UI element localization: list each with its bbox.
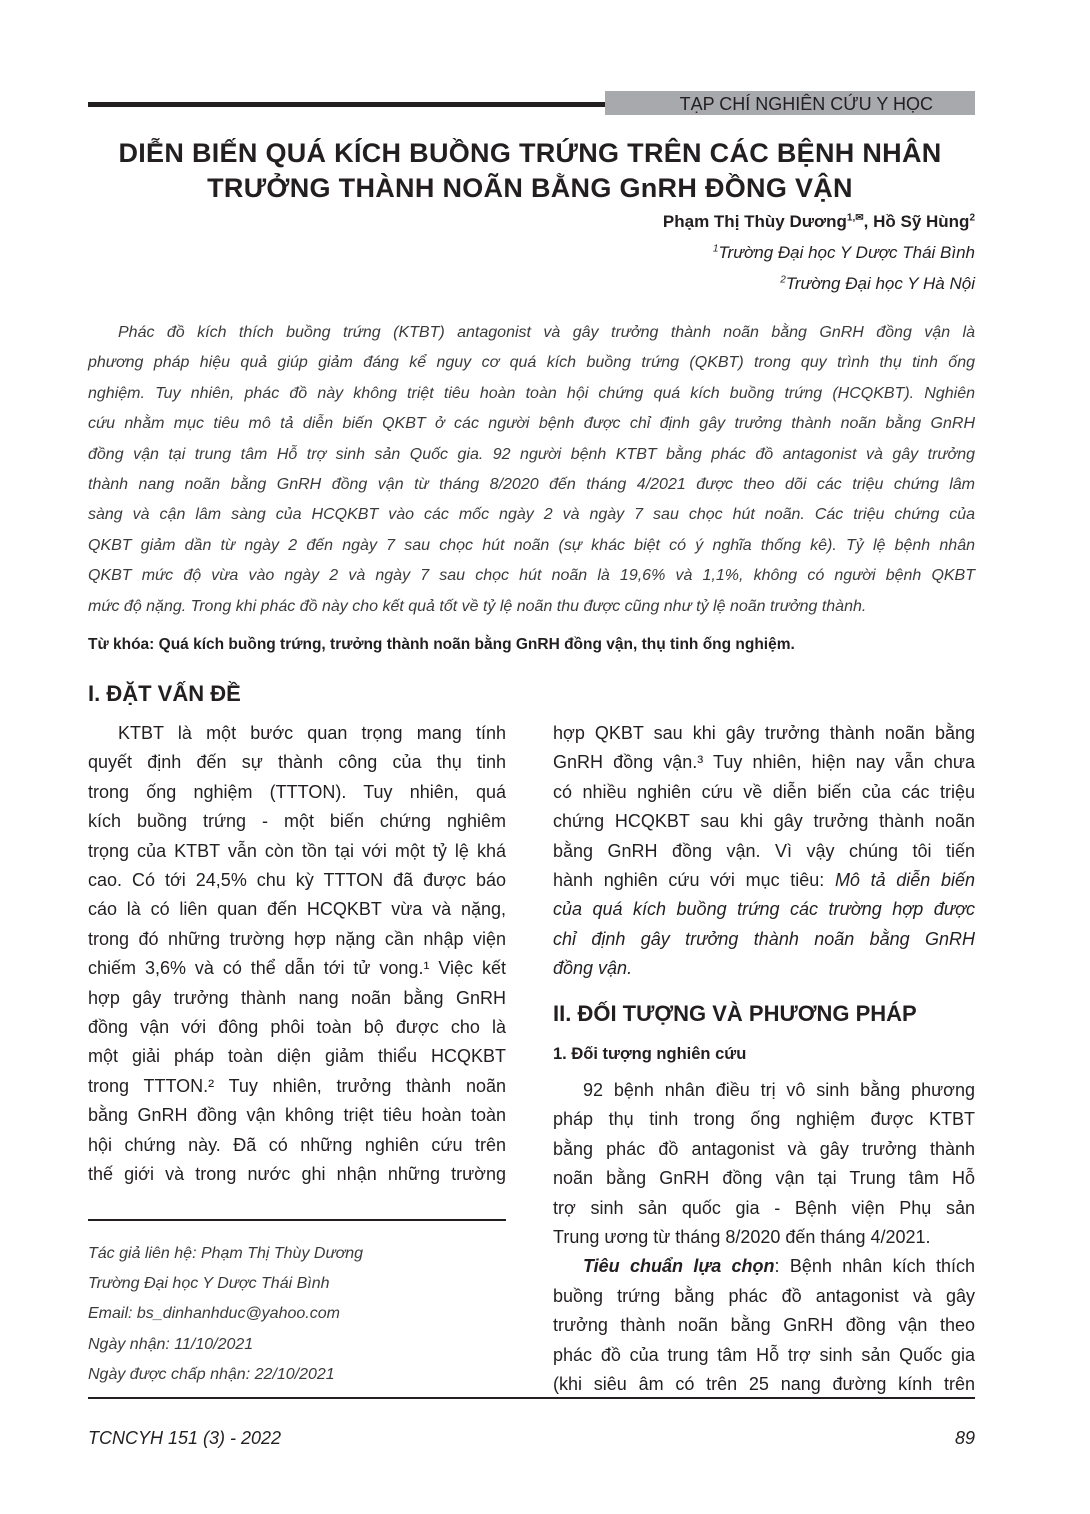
body-line: hợp gây trưởng thành nang noãn bằng GnRH [88,987,506,1008]
author-1: Phạm Thị Thùy Dương [662,212,847,231]
body-line: trong TTTON.² Tuy nhiên, trưởng thành noãn [88,1075,506,1096]
article-title-line-1: DIỄN BIẾN QUÁ KÍCH BUỒNG TRỨNG TRÊN CÁC BỆNH NHÂN [118,138,942,168]
body-line [553,925,975,954]
body-line [553,954,975,983]
author-2-sup: 2 [969,212,975,224]
body-line: quyết định đến sự thành công của thụ tinh [88,752,506,773]
body-line: (khi siêu âm có trên 25 nang đường kính trên [553,1374,975,1395]
body-line: noãn bằng GnRH đồng vận tại Trung tâm Hỗ [553,1168,975,1189]
body-line: kích buồng trứng - một biến chứng nghiêm [88,811,506,832]
authors [663,212,975,232]
body-line: bằng GnRH đồng vận không triệt tiêu hoàn toàn [88,1105,506,1126]
section-2-body [553,1076,975,1399]
body-line [553,1252,975,1281]
keywords: Từ khóa: Quá kích buồng trứng, trưởng thành noãn bằng GnRH đồng vận, thụ tinh ống nghiệm. [88,636,795,653]
body-line: chứng HCQKBT sau khi gây trưởng thành noãn [553,811,975,832]
footer-page-number: 89 [954,1428,975,1448]
abstract-line: thành nang noãn bằng GnRH đồng vận từ tháng 8/2020 đến tháng 4/2021 được theo dõi các triệu chứng lâm [88,476,975,494]
header-rule [88,102,606,107]
abstract-line: sàng và cận lâm sàng của HCQKBT vào các mốc ngày 2 và ngày 7 sau chọc hút noãn. Các triệu chứng của [88,506,975,524]
author-1-sup: 1,✉ [846,212,864,224]
body-line: một giải pháp toàn diện giảm thiểu HCQKBT [88,1046,506,1067]
journal-name: TẠP CHÍ NGHIÊN CỨU Y HỌC [679,94,933,114]
body-line: trong đó những trường hợp nặng cần nhập viện [88,928,506,949]
body-line: hội chứng này. Đã có những nghiên cứu trên [88,1134,506,1155]
section-1-left-column [88,719,506,1190]
section-1-right-column [553,719,975,984]
body-line: GnRH đồng vận.³ Tuy nhiên, hiện nay vẫn chưa [553,752,975,773]
body-line: thế giới và trong nước ghi nhận những trường [88,1164,506,1185]
footer-journal-issue: TCNCYH 151 (3) - 2022 [88,1428,282,1448]
body-line: đồng vận với đông phôi toàn bộ được cho là [88,1017,506,1038]
affiliation-2-sup: 2 [780,274,786,286]
abstract-line: cứu nhằm mục tiêu mô tả diễn biến QKBT ở các người bệnh được chỉ định gây trưởng thành noãn bằng GnRH [88,415,975,433]
body-line-segment: Tiêu chuẩn lựa chọn [583,1256,775,1277]
abstract-line: Phác đồ kích thích buồng trứng (KTBT) antagonist và gây trưởng thành noãn bằng GnRH đồng vận là [118,324,975,341]
body-line: bằng phác đồ antagonist và gây trưởng thành [553,1138,975,1159]
abstract-line: đồng vận tại trung tâm Hỗ trợ sinh sản Quốc gia. 92 người bệnh KTBT bằng phác đồ antagonist và gây trưởng [88,445,975,463]
affiliation-1-sup: 1 [712,243,719,255]
body-line: cáo là có liên quan đến HCQKBT vừa và nặng, [88,899,506,920]
body-line-segment: : Bệnh nhân kích thích [774,1256,975,1277]
body-line: buồng trứng bằng phác đồ antagonist và gây [553,1285,975,1306]
body-line-segment: Mô tả diễn biến [834,870,975,891]
section-1-heading: I. ĐẶT VẤN ĐỀ [88,681,241,706]
body-line: chiếm 3,6% và có thể dẫn tới tử vong.¹ Việc kết [88,958,506,979]
footnote-line: Ngày được chấp nhận: 22/10/2021 [88,1365,335,1383]
body-line: 92 bệnh nhân điều trị vô sinh bằng phương [583,1080,975,1100]
subsection-heading: 1. Đối tượng nghiên cứu [553,1045,747,1063]
author-separator: , [863,212,874,231]
body-line-segment: của quá kích buồng trứng các trường hợp được [553,899,975,920]
abstract-line: nghiệm. Tuy nhiên, phác đồ này không triệt tiêu hoàn toàn hội chứng quá kích buồng trứng (HCQKBT). Nghiên [88,384,975,402]
body-line [553,895,975,924]
footnote-rule [88,1219,506,1221]
journal-name-banner [605,91,975,115]
body-line [553,866,975,895]
affiliation-2-text: Trường Đại học Y Hà Nội [785,274,975,293]
affiliation-1-text: Trường Đại học Y Dược Thái Bình [718,243,975,262]
footnote-line: Email: bs_dinhanhduc@yahoo.com [88,1305,340,1323]
body-line: pháp thụ tinh trong ống nghiệm được KTBT [553,1109,975,1130]
body-line: hợp QKBT sau khi gây trưởng thành noãn bằng [553,723,975,743]
abstract-line: QKBT giảm dần từ ngày 2 đến ngày 7 sau chọc hút noãn (sự khác biệt có ý nghĩa thống kê). Tỷ lệ bệnh nhân [88,536,975,554]
footnote-line: Ngày nhận: 11/10/2021 [88,1335,254,1353]
body-line: trọng của KTBT vẫn còn tồn tại với một tỷ lệ khá [88,840,506,861]
body-line: trong ống nghiệm (TTTON). Tuy nhiên, quá [88,781,506,802]
section-2-heading: II. ĐỐI TƯỢNG VÀ PHƯƠNG PHÁP [553,1001,917,1026]
body-line: cao. Có tới 24,5% chu kỳ TTTON đã được báo [88,870,506,891]
body-line: trưởng thành noãn bằng GnRH đồng vận theo [553,1315,975,1336]
abstract [88,318,975,622]
article-title-line-2: TRƯỞNG THÀNH NOÃN BẰNG GnRH ĐỒNG VẬN [207,173,853,203]
footer-rule [88,1397,975,1399]
body-line: trợ sinh sản quốc gia - Bệnh viện Phụ sản [553,1197,975,1218]
body-line-segment: đồng vận. [553,958,633,979]
body-line: có nhiều nghiên cứu về diễn biến của các triệu [553,781,975,802]
affiliation-1 [713,243,975,263]
abstract-line: QKBT mức độ vừa vào ngày 2 và ngày 7 sau chọc hút noãn là 19,6% và 1,1%, không có người bệnh QKBT [88,567,975,585]
footnote-line: Trường Đại học Y Dược Thái Bình [88,1275,330,1293]
body-line: phác đồ của trung tâm Hỗ trợ sinh sản Quốc gia [553,1344,975,1365]
body-line: Trung ương từ tháng 8/2020 đến tháng 4/2021. [553,1227,931,1248]
author-2: Hồ Sỹ Hùng [873,212,970,231]
body-line-segment: chỉ định gây trưởng thành noãn bằng GnRH [553,928,975,949]
abstract-line: mức độ nặng. Trong khi phác đồ này cho kết quả tốt về tỷ lệ noãn thu được cũng như tỷ lệ noãn trưởng thành. [88,597,867,615]
body-line-segment: hành nghiên cứu với mục tiêu: [553,870,835,891]
body-line: bằng GnRH đồng vận. Vì vậy chúng tôi tiến [553,840,975,861]
body-line: KTBT là một bước quan trọng mang tính [118,723,506,743]
affiliation-2 [780,274,975,294]
correspondence-footnote [88,1239,363,1390]
abstract-line: phương pháp hiệu quả giúp giảm đáng kể nguy cơ quá kích buồng trứng (QKBT) trong quy trình thụ tinh ống [88,354,975,372]
footnote-line: Tác giả liên hệ: Phạm Thị Thùy Dương [88,1245,364,1262]
